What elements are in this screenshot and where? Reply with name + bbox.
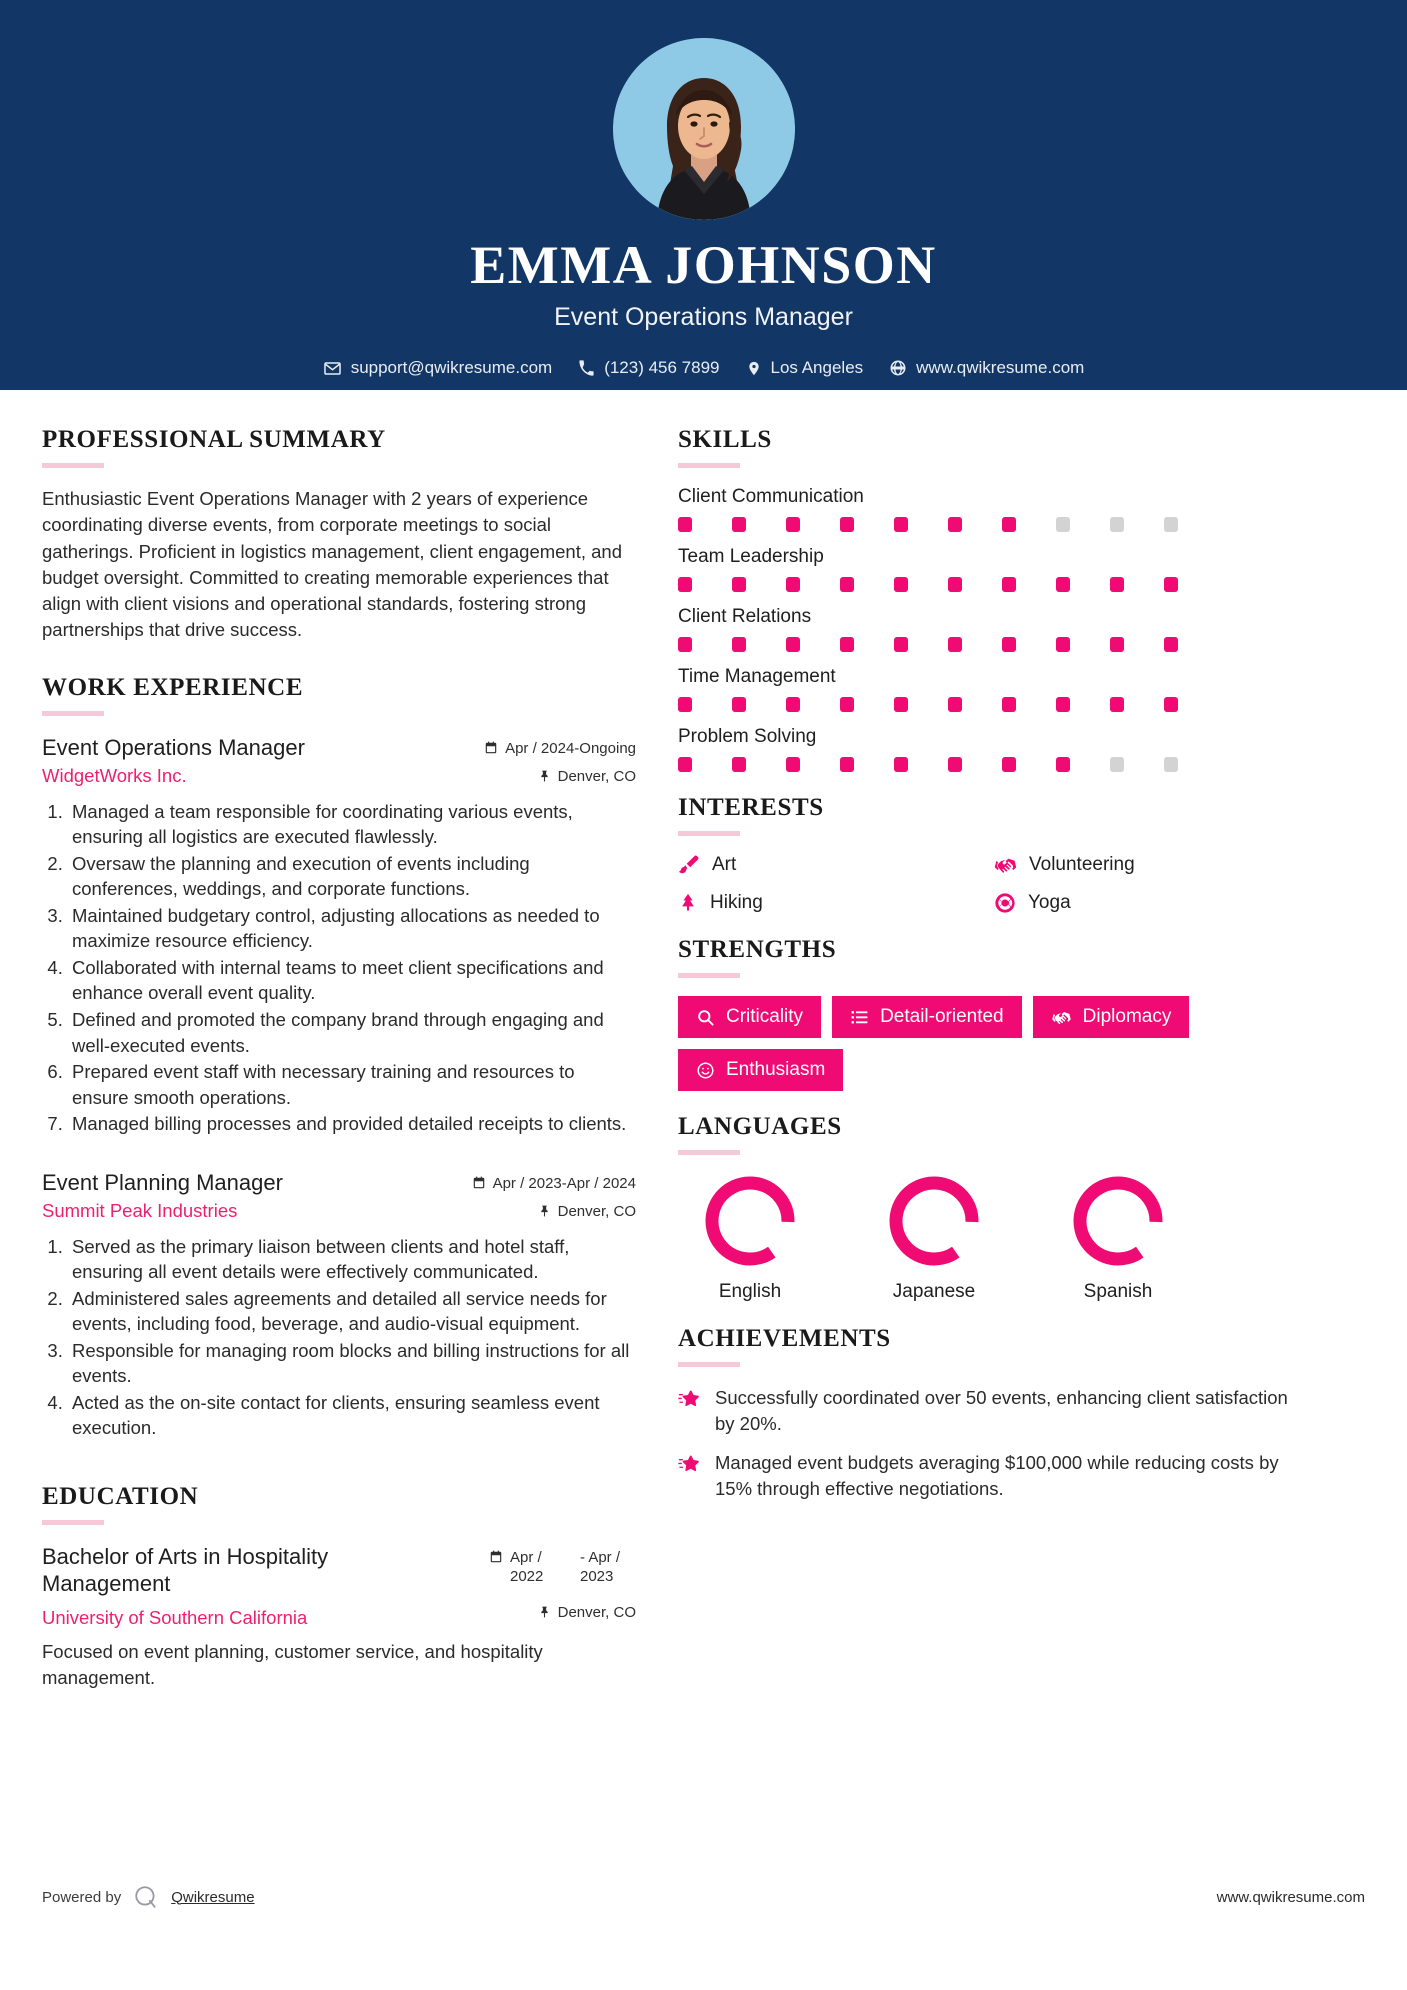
globe-icon (889, 359, 907, 377)
skill-item (678, 546, 1310, 592)
skill-dot (732, 577, 746, 592)
section-rule (678, 1150, 740, 1155)
language-label: Spanish (1083, 1281, 1153, 1302)
interest-label: Hiking (710, 892, 763, 913)
education-degree: Bachelor of Arts in Hospitality Management (42, 1543, 329, 1597)
skill-dot (1164, 757, 1178, 772)
footer-powered-by (42, 1884, 255, 1910)
page-title: EMMA JOHNSON (470, 235, 937, 295)
strength-diplomacy (1033, 996, 1190, 1038)
skill-label: Problem Solving (678, 726, 817, 747)
skill-dot (1056, 757, 1070, 772)
skill-dot (1002, 517, 1016, 532)
section-professional-summary (42, 426, 636, 644)
language-label: English (718, 1281, 782, 1302)
education-dates (456, 1548, 636, 1587)
languages-list (678, 1173, 1310, 1303)
list-item: 7. Managed billing processes and provided detailed receipts to clients. (68, 1111, 636, 1137)
skill-dot (1002, 577, 1016, 592)
job-title: Event Operations Manager (554, 303, 853, 332)
interest-label: Yoga (1028, 892, 1071, 913)
skill-dot (948, 577, 962, 592)
skill-rating (678, 517, 1310, 532)
resume-body (0, 390, 1407, 1697)
skill-dot (678, 637, 692, 652)
work-location-text: Denver, CO (557, 768, 636, 786)
list-item: 2. Administered sales agreements and detailed all service needs for events, including food, beverage, and audio-visual equipment. (68, 1286, 636, 1337)
skill-dot (1164, 577, 1178, 592)
work-organization: Summit Peak Industries (42, 1199, 238, 1221)
list-item: 1. Served as the primary liaison between clients and hotel staff, ensuring all event details were effectively communicated. (68, 1234, 636, 1285)
section-rule (42, 1520, 104, 1525)
calendar-icon (484, 741, 498, 755)
list-item: 6. Prepared event staff with necessary training and resources to ensure smooth operations. (68, 1059, 636, 1110)
list-item: 4. Acted as the on-site contact for clients, ensuring seamless event execution. (68, 1390, 636, 1441)
work-location (456, 767, 636, 787)
list-item: 2. Oversaw the planning and execution of events including conferences, weddings, and corporate functions. (68, 851, 636, 902)
contact-location (746, 358, 864, 378)
skill-dot (1164, 637, 1178, 652)
skill-dot (1056, 697, 1070, 712)
skill-item (678, 486, 1310, 532)
section-heading-education: EDUCATION (42, 1482, 199, 1510)
skill-dot (840, 637, 854, 652)
education-location (456, 1603, 636, 1623)
education-date-start: Apr / 2022 (510, 1548, 544, 1586)
strength-label: Criticality (726, 1006, 804, 1027)
section-skills (678, 426, 1310, 772)
skill-dot (786, 577, 800, 592)
skill-dot (840, 517, 854, 532)
skill-dot (1056, 517, 1070, 532)
skill-dot (948, 697, 962, 712)
skill-label: Time Management (678, 666, 836, 687)
skill-label: Client Relations (678, 606, 812, 627)
work-entry (42, 734, 636, 1137)
section-heading-summary: PROFESSIONAL SUMMARY (42, 426, 386, 453)
skill-dot (678, 517, 692, 532)
location-pin-icon (746, 359, 762, 378)
skill-dot (840, 757, 854, 772)
strength-label: Detail-oriented (880, 1006, 1004, 1027)
section-heading-skills: SKILLS (678, 426, 772, 453)
skill-dot (948, 637, 962, 652)
skill-label: Client Communication (678, 486, 864, 507)
section-education (42, 1483, 636, 1691)
right-column (678, 426, 1310, 1697)
contact-phone-text: (123) 456 7899 (604, 358, 720, 378)
skill-dot (678, 577, 692, 592)
work-dates (456, 739, 636, 759)
star-burst-icon (678, 1453, 701, 1475)
section-rule (678, 1362, 740, 1367)
skill-dot (948, 517, 962, 532)
map-pin-icon (538, 1605, 551, 1619)
skill-dot (894, 757, 908, 772)
work-bullets (42, 1234, 636, 1441)
lifebuoy-icon (994, 892, 1016, 914)
skill-dot (948, 757, 962, 772)
skill-dot (1056, 637, 1070, 652)
achievement-item (678, 1385, 1310, 1436)
list-item: 1. Managed a team responsible for coordinating various events, ensuring all logistics are executed flawlessly. (68, 799, 636, 850)
skill-dot (1110, 697, 1124, 712)
resume-header (0, 0, 1407, 390)
page-footer (0, 1884, 1407, 1910)
map-pin-icon (538, 1204, 551, 1218)
skill-dot (1002, 637, 1016, 652)
section-rule (678, 831, 740, 836)
skill-rating (678, 577, 1310, 592)
section-rule (678, 463, 740, 468)
contact-email[interactable] (323, 358, 553, 378)
skill-dot (1002, 697, 1016, 712)
skill-rating (678, 757, 1310, 772)
section-rule (678, 973, 740, 978)
contact-phone[interactable] (578, 358, 719, 378)
handshake-icon (994, 854, 1017, 876)
list-item: 3. Maintained budgetary control, adjusting allocations as needed to maximize resource efficiency. (68, 903, 636, 954)
map-pin-icon (538, 769, 551, 783)
section-rule (42, 463, 104, 468)
section-interests (678, 794, 1310, 914)
profile-photo-icon (613, 38, 795, 220)
skill-rating (678, 697, 1310, 712)
skill-dot (840, 577, 854, 592)
education-location-text: Denver, CO (557, 1604, 636, 1622)
language-item (866, 1173, 1002, 1303)
calendar-icon (472, 1176, 486, 1190)
skill-dot (1110, 757, 1124, 772)
contact-row (323, 358, 1085, 378)
list-item: 4. Collaborated with internal teams to meet client specifications and enhance overall event quality. (68, 955, 636, 1006)
skill-label: Team Leadership (678, 546, 824, 567)
education-description: Focused on event planning, customer service, and hospitality management. (42, 1641, 543, 1689)
skill-dot (678, 697, 692, 712)
interest-label: Art (712, 854, 737, 875)
section-heading-strengths: STRENGTHS (678, 936, 837, 963)
skill-dot (1164, 517, 1178, 532)
skill-item (678, 606, 1310, 652)
strength-enthusiasm (678, 1049, 843, 1091)
education-date-end: - Apr / 2023 (580, 1548, 621, 1586)
strength-criticality (678, 996, 821, 1038)
interest-item (994, 854, 1310, 876)
skill-dot (1002, 757, 1016, 772)
skill-dot (678, 757, 692, 772)
section-heading-languages: LANGUAGES (678, 1113, 842, 1140)
envelope-icon (323, 359, 342, 378)
skill-dot (732, 697, 746, 712)
skill-dot (840, 697, 854, 712)
skill-dot (1110, 517, 1124, 532)
skill-item (678, 666, 1310, 712)
achievement-text: Successfully coordinated over 50 events, enhancing client satisfaction by 20%. (715, 1387, 1288, 1434)
section-heading-achievements: ACHIEVEMENTS (678, 1325, 891, 1352)
achievement-item (678, 1450, 1310, 1501)
interest-item (678, 854, 994, 876)
paintbrush-icon (678, 854, 700, 876)
interest-item (678, 892, 994, 914)
work-role: Event Operations Manager (42, 734, 305, 760)
footer-brand-link[interactable]: Qwikresume (171, 1888, 255, 1906)
interest-label: Volunteering (1029, 854, 1135, 875)
section-rule (42, 711, 104, 716)
section-heading-work: WORK EXPERIENCE (42, 673, 304, 701)
footer-powered-by-label: Powered by (42, 1888, 122, 1906)
language-item (1050, 1173, 1186, 1303)
magnifier-icon (696, 1008, 715, 1027)
section-heading-interests: INTERESTS (678, 794, 824, 821)
work-dates-text: Apr / 2023-Apr / 2024 (492, 1174, 636, 1192)
skill-dot (1110, 577, 1124, 592)
star-burst-icon (678, 1388, 701, 1410)
contact-email-text: support@qwikresume.com (350, 358, 553, 378)
summary-text: Enthusiastic Event Operations Manager with 2 years of experience coordinating diverse events, from corporate meetings to social gatherings. Proficient in logistics management, client engagement, and budget oversight. Committed to creating memorable experiences that align with client visions and operational standards, fostering strong partnerships that drive success. (42, 488, 623, 641)
language-label: Japanese (892, 1281, 976, 1302)
section-work-experience (42, 674, 636, 1441)
list-item: 5. Defined and promoted the company brand through engaging and well-executed events. (68, 1007, 636, 1058)
tree-icon (678, 892, 698, 914)
strength-label: Enthusiasm (726, 1059, 826, 1080)
skill-dot (894, 697, 908, 712)
work-dates (456, 1174, 636, 1194)
skills-list (678, 486, 1310, 772)
skill-dot (732, 517, 746, 532)
strengths-list (678, 996, 1310, 1091)
work-entry (42, 1169, 636, 1441)
list-item: 3. Responsible for managing room blocks and billing instructions for all events. (68, 1338, 636, 1389)
language-progress-ring (702, 1173, 798, 1269)
language-progress-ring (886, 1173, 982, 1269)
achievement-text: Managed event budgets averaging $100,000 while reducing costs by 15% through effective negotiations. (715, 1452, 1279, 1499)
smiley-icon (696, 1061, 715, 1080)
skill-dot (786, 697, 800, 712)
language-item (682, 1173, 818, 1303)
skill-dot (732, 757, 746, 772)
handshake-icon (1051, 1008, 1072, 1027)
work-dates-text: Apr / 2024-Ongoing (505, 739, 636, 757)
phone-icon (578, 360, 595, 377)
skill-dot (732, 637, 746, 652)
work-bullets (42, 799, 636, 1137)
left-column (42, 426, 636, 1697)
work-role: Event Planning Manager (42, 1169, 283, 1195)
skill-dot (894, 577, 908, 592)
skill-dot (786, 517, 800, 532)
list-icon (850, 1008, 869, 1027)
avatar (613, 38, 795, 220)
strength-label: Diplomacy (1082, 1006, 1172, 1027)
work-organization: WidgetWorks Inc. (42, 764, 187, 786)
skill-dot (786, 757, 800, 772)
skill-dot (786, 637, 800, 652)
skill-rating (678, 637, 1310, 652)
contact-location-text: Los Angeles (770, 358, 864, 378)
section-strengths (678, 936, 1310, 1091)
education-entry (42, 1543, 636, 1691)
calendar-icon (489, 1550, 503, 1564)
contact-website-text: www.qwikresume.com (916, 358, 1085, 378)
skill-dot (894, 637, 908, 652)
contact-website[interactable] (889, 358, 1084, 378)
skill-dot (1164, 697, 1178, 712)
qwikresume-logo-icon (133, 1884, 159, 1910)
skill-dot (1056, 577, 1070, 592)
strength-detail-oriented (832, 996, 1022, 1038)
footer-website: www.qwikresume.com (1216, 1888, 1365, 1906)
section-languages (678, 1113, 1310, 1303)
section-achievements (678, 1325, 1310, 1501)
skill-item (678, 726, 1310, 772)
language-progress-ring (1070, 1173, 1166, 1269)
interest-item (994, 892, 1310, 914)
work-location (456, 1202, 636, 1222)
interests-grid (678, 854, 1310, 914)
skill-dot (894, 517, 908, 532)
skill-dot (1110, 637, 1124, 652)
work-location-text: Denver, CO (557, 1203, 636, 1221)
education-institution: University of Southern California (42, 1607, 308, 1629)
